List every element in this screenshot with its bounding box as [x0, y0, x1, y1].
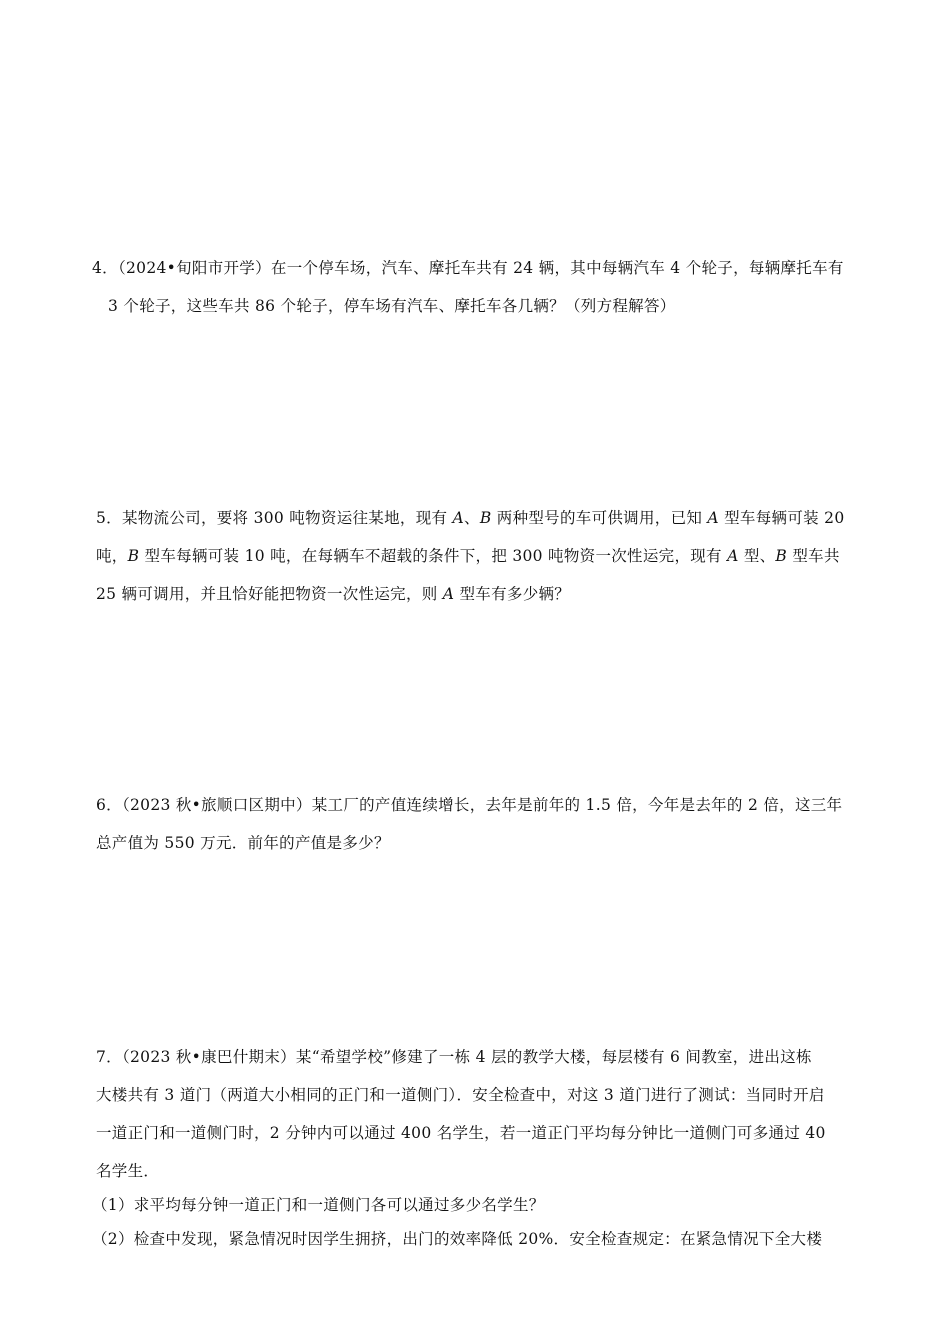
text-segment: 型、: [738, 547, 776, 565]
question-4-line-2: 3 个轮子，这些车共 86 个轮子，停车场有汽车、摩托车各几辆？（列方程解答）: [108, 297, 676, 315]
variable-b: B: [775, 547, 788, 565]
question-6-line-2: 总产值为 550 万元．前年的产值是多少？: [96, 834, 390, 852]
question-5-line-1: [96, 508, 844, 528]
question-4-line-1: 4．（2024•旬阳市开学）在一个停车场，汽车、摩托车共有 24 辆，其中每辆汽车 4 个轮子，每辆摩托车有: [92, 259, 844, 277]
question-6-line-1: 6．（2023 秋•旅顺口区期中）某工厂的产值连续增长，去年是前年的 1.5 倍，今年是去年的 2 倍，这三年: [96, 796, 843, 814]
question-5-line-3: [96, 584, 570, 604]
text-segment: 型车共: [787, 547, 840, 565]
text-segment: 吨，: [96, 547, 128, 565]
variable-a: A: [442, 585, 455, 603]
text-segment: 型车每辆可装 20: [718, 509, 845, 527]
question-5-line-2: [96, 546, 840, 566]
text-segment: 25 辆可调用，并且恰好能把物资一次性运完，则: [96, 585, 443, 603]
variable-a: A: [707, 509, 719, 527]
question-7-line-1: 7．（2023 秋•康巴什期末）某“希望学校”修建了一栋 4 层的教学大楼，每层楼有 6 间教室，进出这栋: [96, 1048, 812, 1066]
question-7-part-1: （1）求平均每分钟一道正门和一道侧门各可以通过多少名学生？: [92, 1196, 545, 1214]
text-segment: 、: [464, 509, 480, 527]
text-segment: 5．某物流公司，要将 300 吨物资运往某地，现有: [96, 509, 453, 527]
question-7-line-3: 一道正门和一道侧门时，2 分钟内可以通过 400 名学生，若一道正门平均每分钟比一道侧门可多通过 40: [96, 1124, 826, 1142]
question-7-line-2: 大楼共有 3 道门（两道大小相同的正门和一道侧门）．安全检查中，对这 3 道门进行了测试：当同时开启: [96, 1086, 825, 1104]
question-7-line-4: 名学生．: [96, 1162, 160, 1180]
text-segment: 两种型号的车可供调用，已知: [491, 509, 708, 527]
text-segment: 型车有多少辆？: [454, 585, 571, 603]
question-7-part-2: （2）检查中发现，紧急情况时因学生拥挤，出门的效率降低 20%．安全检查规定：在紧急情况下全大楼: [92, 1230, 823, 1248]
text-segment: 型车每辆可装 10 吨，在每辆车不超载的条件下，把 300 吨物资一次性运完，现有: [139, 547, 728, 565]
variable-a: A: [727, 547, 739, 565]
variable-b: B: [127, 547, 140, 565]
variable-b: B: [479, 509, 492, 527]
variable-a: A: [452, 509, 465, 527]
